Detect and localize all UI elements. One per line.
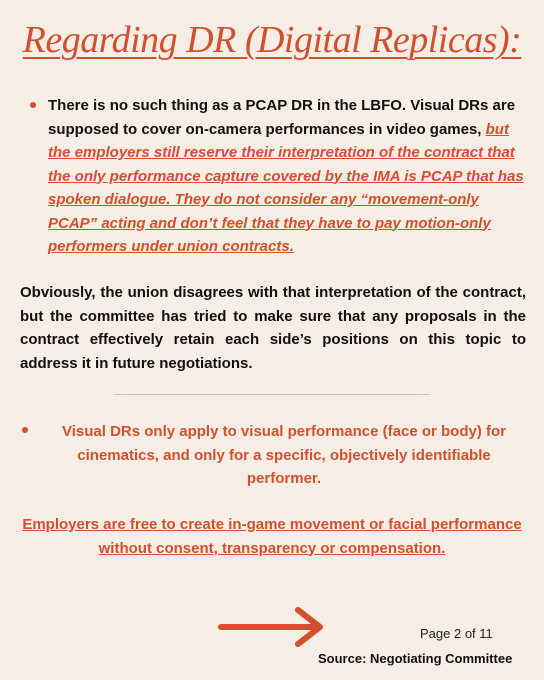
- bullet-dot-icon: [22, 427, 28, 433]
- bullet-text-accent: but the employers still reserve their interpretation of the contract that the only performance capture covered by the IMA is PCAP that has spoken dialogue. They do not consider any “movement-only PCAP” acting and don’t feel that they have to pay motion-only performers under union contracts.: [48, 120, 524, 255]
- union-paragraph: Obviously, the union disagrees with that interpretation of the contract, but the committee has tried to make sure that any proposals in the contract effectively retain each side’s positions on this topic to address it in future negotiations.: [20, 284, 526, 372]
- bullet-dot-icon: [30, 102, 36, 108]
- bullet-item-visual-dr: [22, 420, 526, 491]
- arrow-right-icon[interactable]: [218, 602, 328, 652]
- employers-note: Employers are free to create in-game movement or facial performance without consent, transparency or compensation.: [22, 516, 522, 557]
- page-title: Regarding DR (Digital Replicas):: [22, 19, 522, 61]
- section-divider: [114, 394, 430, 395]
- bullet-item-pcap: [30, 94, 526, 259]
- page-number: Page 2 of 11: [420, 626, 493, 641]
- bullet-text-plain: There is no such thing as a PCAP DR in the LBFO. Visual DRs are supposed to cover on-camera performances in video games,: [48, 97, 516, 138]
- source-credit: Source: Negotiating Committee: [318, 651, 513, 666]
- bullet-text: [48, 94, 526, 259]
- bullet-text-visual-dr: Visual DRs only apply to visual performance (face or body) for cinematics, and only for a specific, objectively identifiable performer.: [62, 423, 506, 487]
